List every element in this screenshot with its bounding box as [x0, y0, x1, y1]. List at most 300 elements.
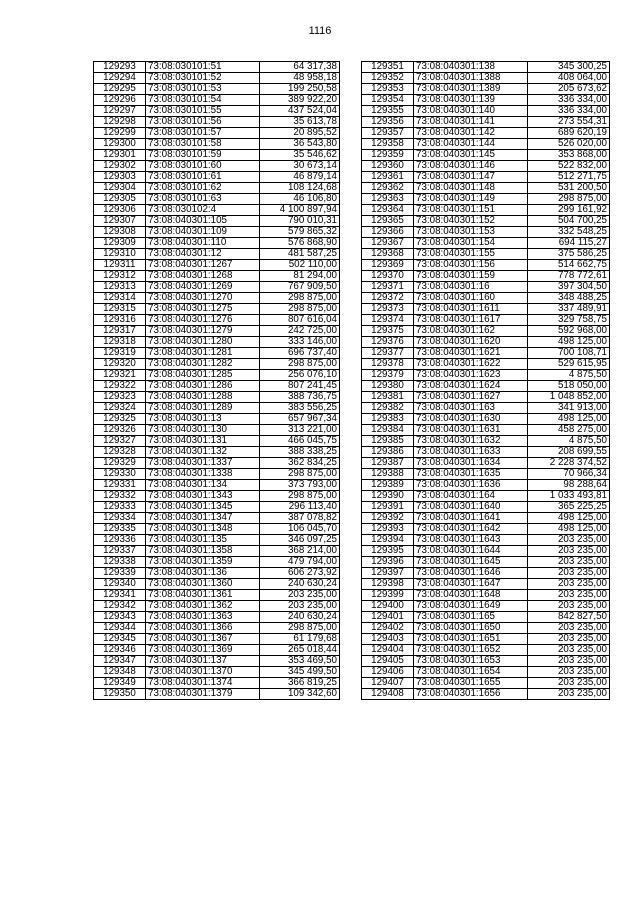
table-row [94, 436, 340, 447]
row-number: 129350 [94, 689, 146, 700]
table-row [362, 612, 610, 623]
table-row [94, 95, 340, 106]
cadastral-number: 73:08:040301:145 [414, 150, 528, 161]
cadastral-value: 203 235,00 [528, 546, 610, 557]
cadastral-value: 2 228 374,52 [528, 458, 610, 469]
cadastral-number: 73:08:040301:1366 [146, 623, 260, 634]
table-row [94, 469, 340, 480]
cadastral-value: 498 125,00 [528, 524, 610, 535]
table-row [94, 315, 340, 326]
row-number: 129339 [94, 568, 146, 579]
table-row [362, 183, 610, 194]
table-row [362, 282, 610, 293]
row-number: 129325 [94, 414, 146, 425]
cadastral-number: 73:08:040301:1289 [146, 403, 260, 414]
table-row [94, 128, 340, 139]
row-number: 129322 [94, 381, 146, 392]
row-number: 129384 [362, 425, 414, 436]
table-row [94, 491, 340, 502]
cadastral-value: 48 958,18 [260, 73, 340, 84]
cadastral-number: 73:08:040301:1627 [414, 392, 528, 403]
table-row [94, 326, 340, 337]
row-number: 129304 [94, 183, 146, 194]
row-number: 129363 [362, 194, 414, 205]
table-row [94, 656, 340, 667]
table-row [94, 370, 340, 381]
cadastral-value: 842 827,50 [528, 612, 610, 623]
cadastral-number: 73:08:040301:137 [146, 656, 260, 667]
cadastral-value: 203 235,00 [528, 689, 610, 700]
cadastral-number: 73:08:040301:1347 [146, 513, 260, 524]
table-row [362, 161, 610, 172]
cadastral-number: 73:08:030101:52 [146, 73, 260, 84]
row-number: 129351 [362, 62, 414, 73]
cadastral-value: 46 106,80 [260, 194, 340, 205]
cadastral-number: 73:08:040301:16 [414, 282, 528, 293]
cadastral-value: 205 673,62 [528, 84, 610, 95]
cadastral-number: 73:08:040301:1643 [414, 535, 528, 546]
table-row [362, 95, 610, 106]
table-row [362, 403, 610, 414]
table-row [362, 645, 610, 656]
table-row [362, 392, 610, 403]
cadastral-number: 73:08:040301:1641 [414, 513, 528, 524]
cadastral-value: 35 613,78 [260, 117, 340, 128]
table-row [94, 205, 340, 216]
cadastral-value: 240 630,24 [260, 612, 340, 623]
row-number: 129367 [362, 238, 414, 249]
cadastral-number: 73:08:030102:4 [146, 205, 260, 216]
cadastral-number: 73:08:040301:138 [414, 62, 528, 73]
row-number: 129406 [362, 667, 414, 678]
cadastral-value: 353 868,00 [528, 150, 610, 161]
cadastral-value: 336 334,00 [528, 95, 610, 106]
table-row [94, 260, 340, 271]
table-row [362, 458, 610, 469]
cadastral-number: 73:08:040301:1279 [146, 326, 260, 337]
cadastral-number: 73:08:030101:59 [146, 150, 260, 161]
row-number: 129369 [362, 260, 414, 271]
cadastral-value: 389 922,20 [260, 95, 340, 106]
cadastral-number: 73:08:040301:1369 [146, 645, 260, 656]
table-row [362, 73, 610, 84]
cadastral-value: 203 235,00 [528, 557, 610, 568]
table-row [362, 106, 610, 117]
cadastral-number: 73:08:040301:1645 [414, 557, 528, 568]
table-row [362, 326, 610, 337]
cadastral-value: 64 317,38 [260, 62, 340, 73]
row-number: 129312 [94, 271, 146, 282]
row-number: 129334 [94, 513, 146, 524]
row-number: 129386 [362, 447, 414, 458]
cadastral-number: 73:08:040301:1343 [146, 491, 260, 502]
row-number: 129359 [362, 150, 414, 161]
cadastral-number: 73:08:040301:1647 [414, 579, 528, 590]
row-number: 129392 [362, 513, 414, 524]
table-row [94, 84, 340, 95]
row-number: 129343 [94, 612, 146, 623]
table-row [362, 348, 610, 359]
cadastral-number: 73:08:040301:1358 [146, 546, 260, 557]
cadastral-value: 296 113,40 [260, 502, 340, 513]
cadastral-value: 1 048 852,00 [528, 392, 610, 403]
row-number: 129366 [362, 227, 414, 238]
row-number: 129370 [362, 271, 414, 282]
register-table-right [361, 61, 610, 700]
table-row [94, 381, 340, 392]
cadastral-number: 73:08:040301:132 [146, 447, 260, 458]
cadastral-number: 73:08:040301:154 [414, 238, 528, 249]
cadastral-value: 298 875,00 [260, 304, 340, 315]
cadastral-value: 1 033 493,81 [528, 491, 610, 502]
cadastral-number: 73:08:040301:1640 [414, 502, 528, 513]
cadastral-value: 203 235,00 [528, 568, 610, 579]
row-number: 129314 [94, 293, 146, 304]
row-number: 129408 [362, 689, 414, 700]
table-row [362, 84, 610, 95]
row-number: 129371 [362, 282, 414, 293]
cadastral-value: 592 968,00 [528, 326, 610, 337]
row-number: 129326 [94, 425, 146, 436]
cadastral-number: 73:08:040301:1644 [414, 546, 528, 557]
cadastral-number: 73:08:040301:1634 [414, 458, 528, 469]
cadastral-value: 514 662,75 [528, 260, 610, 271]
table-row [94, 678, 340, 689]
cadastral-number: 73:08:030101:55 [146, 106, 260, 117]
cadastral-number: 73:08:030101:57 [146, 128, 260, 139]
table-row [94, 557, 340, 568]
cadastral-number: 73:08:040301:1623 [414, 370, 528, 381]
cadastral-number: 73:08:040301:1621 [414, 348, 528, 359]
cadastral-value: 106 045,70 [260, 524, 340, 535]
cadastral-value: 807 616,04 [260, 315, 340, 326]
cadastral-value: 502 110,00 [260, 260, 340, 271]
row-number: 129364 [362, 205, 414, 216]
cadastral-value: 512 271,75 [528, 172, 610, 183]
row-number: 129355 [362, 106, 414, 117]
table-row [94, 667, 340, 678]
cadastral-value: 531 200,50 [528, 183, 610, 194]
cadastral-number: 73:08:040301:130 [146, 425, 260, 436]
cadastral-value: 36 543,80 [260, 139, 340, 150]
table-row [94, 392, 340, 403]
cadastral-number: 73:08:040301:1632 [414, 436, 528, 447]
row-number: 129405 [362, 656, 414, 667]
cadastral-number: 73:08:040301:1374 [146, 678, 260, 689]
cadastral-number: 73:08:040301:134 [146, 480, 260, 491]
cadastral-value: 298 875,00 [528, 194, 610, 205]
table-row [362, 128, 610, 139]
cadastral-value: 240 630,24 [260, 579, 340, 590]
cadastral-value: 203 235,00 [260, 601, 340, 612]
cadastral-value: 203 235,00 [528, 634, 610, 645]
cadastral-number: 73:08:040301:1285 [146, 370, 260, 381]
cadastral-value: 4 875,50 [528, 436, 610, 447]
row-number: 129346 [94, 645, 146, 656]
row-number: 129327 [94, 436, 146, 447]
cadastral-number: 73:08:040301:151 [414, 205, 528, 216]
table-row [362, 601, 610, 612]
cadastral-value: 333 146,00 [260, 337, 340, 348]
cadastral-value: 313 221,00 [260, 425, 340, 436]
cadastral-value: 388 338,25 [260, 447, 340, 458]
cadastral-number: 73:08:040301:1656 [414, 689, 528, 700]
cadastral-value: 199 250,58 [260, 84, 340, 95]
cadastral-number: 73:08:030101:58 [146, 139, 260, 150]
cadastral-value: 298 875,00 [260, 359, 340, 370]
row-number: 129297 [94, 106, 146, 117]
table-row [94, 447, 340, 458]
table-row [94, 117, 340, 128]
cadastral-value: 345 499,50 [260, 667, 340, 678]
cadastral-value: 657 967,34 [260, 414, 340, 425]
cadastral-number: 73:08:040301:1345 [146, 502, 260, 513]
cadastral-value: 345 300,25 [528, 62, 610, 73]
cadastral-number: 73:08:030101:63 [146, 194, 260, 205]
table-row [362, 117, 610, 128]
row-number: 129313 [94, 282, 146, 293]
cadastral-value: 265 018,44 [260, 645, 340, 656]
table-row [94, 271, 340, 282]
row-number: 129316 [94, 315, 146, 326]
cadastral-number: 73:08:040301:1650 [414, 623, 528, 634]
cadastral-value: 458 275,00 [528, 425, 610, 436]
row-number: 129404 [362, 645, 414, 656]
row-number: 129303 [94, 172, 146, 183]
row-number: 129354 [362, 95, 414, 106]
cadastral-number: 73:08:040301:1362 [146, 601, 260, 612]
row-number: 129320 [94, 359, 146, 370]
cadastral-number: 73:08:040301:1624 [414, 381, 528, 392]
cadastral-number: 73:08:040301:1631 [414, 425, 528, 436]
row-number: 129338 [94, 557, 146, 568]
cadastral-value: 579 865,32 [260, 227, 340, 238]
cadastral-number: 73:08:040301:1648 [414, 590, 528, 601]
row-number: 129357 [362, 128, 414, 139]
row-number: 129407 [362, 678, 414, 689]
cadastral-number: 73:08:040301:1360 [146, 579, 260, 590]
cadastral-number: 73:08:030101:54 [146, 95, 260, 106]
cadastral-number: 73:08:040301:160 [414, 293, 528, 304]
table-row [94, 623, 340, 634]
table-row [94, 546, 340, 557]
row-number: 129397 [362, 568, 414, 579]
cadastral-number: 73:08:040301:1655 [414, 678, 528, 689]
cadastral-number: 73:08:040301:164 [414, 491, 528, 502]
cadastral-number: 73:08:030101:56 [146, 117, 260, 128]
row-number: 129401 [362, 612, 414, 623]
table-row [362, 414, 610, 425]
cadastral-value: 332 548,25 [528, 227, 610, 238]
cadastral-number: 73:08:040301:1642 [414, 524, 528, 535]
cadastral-number: 73:08:040301:13 [146, 414, 260, 425]
row-number: 129352 [362, 73, 414, 84]
cadastral-number: 73:08:040301:142 [414, 128, 528, 139]
cadastral-value: 498 125,00 [528, 414, 610, 425]
cadastral-value: 46 879,14 [260, 172, 340, 183]
cadastral-value: 365 225,25 [528, 502, 610, 513]
cadastral-number: 73:08:040301:1338 [146, 469, 260, 480]
table-row [362, 491, 610, 502]
row-number: 129336 [94, 535, 146, 546]
table-row [94, 359, 340, 370]
cadastral-number: 73:08:040301:141 [414, 117, 528, 128]
cadastral-number: 73:08:040301:1280 [146, 337, 260, 348]
cadastral-number: 73:08:040301:131 [146, 436, 260, 447]
cadastral-number: 73:08:040301:1281 [146, 348, 260, 359]
cadastral-number: 73:08:040301:148 [414, 183, 528, 194]
table-row [94, 337, 340, 348]
row-number: 129361 [362, 172, 414, 183]
table-row [362, 436, 610, 447]
register-table-left [93, 61, 340, 700]
cadastral-value: 397 304,50 [528, 282, 610, 293]
row-number: 129318 [94, 337, 146, 348]
cadastral-value: 383 556,25 [260, 403, 340, 414]
cadastral-value: 203 235,00 [528, 667, 610, 678]
cadastral-value: 203 235,00 [528, 623, 610, 634]
table-row [94, 403, 340, 414]
table-row [94, 612, 340, 623]
row-number: 129333 [94, 502, 146, 513]
cadastral-value: 700 108,71 [528, 348, 610, 359]
row-number: 129305 [94, 194, 146, 205]
table-row [362, 370, 610, 381]
cadastral-number: 73:08:040301:140 [414, 106, 528, 117]
row-number: 129299 [94, 128, 146, 139]
table-row [362, 568, 610, 579]
table-row [362, 381, 610, 392]
cadastral-value: 4 100 897,94 [260, 205, 340, 216]
cadastral-number: 73:08:040301:1389 [414, 84, 528, 95]
cadastral-value: 298 875,00 [260, 469, 340, 480]
row-number: 129309 [94, 238, 146, 249]
cadastral-value: 408 064,00 [528, 73, 610, 84]
cadastral-value: 366 819,25 [260, 678, 340, 689]
table-row [362, 546, 610, 557]
cadastral-value: 778 772,61 [528, 271, 610, 282]
cadastral-number: 73:08:040301:162 [414, 326, 528, 337]
cadastral-value: 466 045,75 [260, 436, 340, 447]
row-number: 129321 [94, 370, 146, 381]
cadastral-number: 73:08:040301:1649 [414, 601, 528, 612]
cadastral-number: 73:08:040301:1275 [146, 304, 260, 315]
row-number: 129341 [94, 590, 146, 601]
table-row [362, 150, 610, 161]
row-number: 129317 [94, 326, 146, 337]
register-table-left-body [94, 62, 340, 700]
cadastral-value: 208 699,55 [528, 447, 610, 458]
table-row [362, 359, 610, 370]
cadastral-value: 522 832,00 [528, 161, 610, 172]
row-number: 129373 [362, 304, 414, 315]
table-row [362, 238, 610, 249]
cadastral-number: 73:08:030101:62 [146, 183, 260, 194]
row-number: 129348 [94, 667, 146, 678]
table-row [94, 172, 340, 183]
cadastral-value: 70 966,34 [528, 469, 610, 480]
cadastral-value: 341 913,00 [528, 403, 610, 414]
table-row [94, 425, 340, 436]
cadastral-number: 73:08:040301:1270 [146, 293, 260, 304]
cadastral-value: 203 235,00 [528, 645, 610, 656]
row-number: 129388 [362, 469, 414, 480]
table-row [94, 568, 340, 579]
table-row [362, 62, 610, 73]
row-number: 129403 [362, 634, 414, 645]
row-number: 129332 [94, 491, 146, 502]
cadastral-number: 73:08:040301:1636 [414, 480, 528, 491]
row-number: 129308 [94, 227, 146, 238]
cadastral-number: 73:08:040301:110 [146, 238, 260, 249]
row-number: 129331 [94, 480, 146, 491]
table-row [362, 667, 610, 678]
cadastral-value: 606 273,92 [260, 568, 340, 579]
table-row [94, 216, 340, 227]
table-row [94, 579, 340, 590]
row-number: 129365 [362, 216, 414, 227]
row-number: 129377 [362, 348, 414, 359]
cadastral-value: 373 793,00 [260, 480, 340, 491]
row-number: 129379 [362, 370, 414, 381]
cadastral-number: 73:08:040301:12 [146, 249, 260, 260]
cadastral-value: 526 020,00 [528, 139, 610, 150]
row-number: 129298 [94, 117, 146, 128]
table-row [362, 271, 610, 282]
row-number: 129376 [362, 337, 414, 348]
cadastral-value: 518 050,00 [528, 381, 610, 392]
cadastral-number: 73:08:040301:1370 [146, 667, 260, 678]
cadastral-number: 73:08:040301:1651 [414, 634, 528, 645]
table-row [362, 689, 610, 700]
row-number: 129319 [94, 348, 146, 359]
table-row [362, 579, 610, 590]
row-number: 129399 [362, 590, 414, 601]
row-number: 129389 [362, 480, 414, 491]
cadastral-value: 298 875,00 [260, 623, 340, 634]
row-number: 129323 [94, 392, 146, 403]
table-row [94, 304, 340, 315]
table-row [94, 227, 340, 238]
cadastral-number: 73:08:040301:1288 [146, 392, 260, 403]
table-row [362, 172, 610, 183]
cadastral-value: 336 334,00 [528, 106, 610, 117]
cadastral-number: 73:08:040301:159 [414, 271, 528, 282]
row-number: 129395 [362, 546, 414, 557]
row-number: 129385 [362, 436, 414, 447]
cadastral-number: 73:08:040301:163 [414, 403, 528, 414]
cadastral-number: 73:08:040301:1653 [414, 656, 528, 667]
cadastral-number: 73:08:040301:1622 [414, 359, 528, 370]
row-number: 129381 [362, 392, 414, 403]
cadastral-value: 348 488,25 [528, 293, 610, 304]
cadastral-number: 73:08:040301:1630 [414, 414, 528, 425]
cadastral-value: 375 586,25 [528, 249, 610, 260]
table-row [94, 194, 340, 205]
table-row [362, 293, 610, 304]
cadastral-value: 498 125,00 [528, 337, 610, 348]
table-row [94, 183, 340, 194]
cadastral-number: 73:08:040301:146 [414, 161, 528, 172]
cadastral-number: 73:08:040301:1617 [414, 315, 528, 326]
table-row [362, 535, 610, 546]
row-number: 129307 [94, 216, 146, 227]
cadastral-value: 767 909,50 [260, 282, 340, 293]
row-number: 129353 [362, 84, 414, 95]
cadastral-value: 504 700,25 [528, 216, 610, 227]
cadastral-value: 30 673,14 [260, 161, 340, 172]
cadastral-value: 61 179,68 [260, 634, 340, 645]
